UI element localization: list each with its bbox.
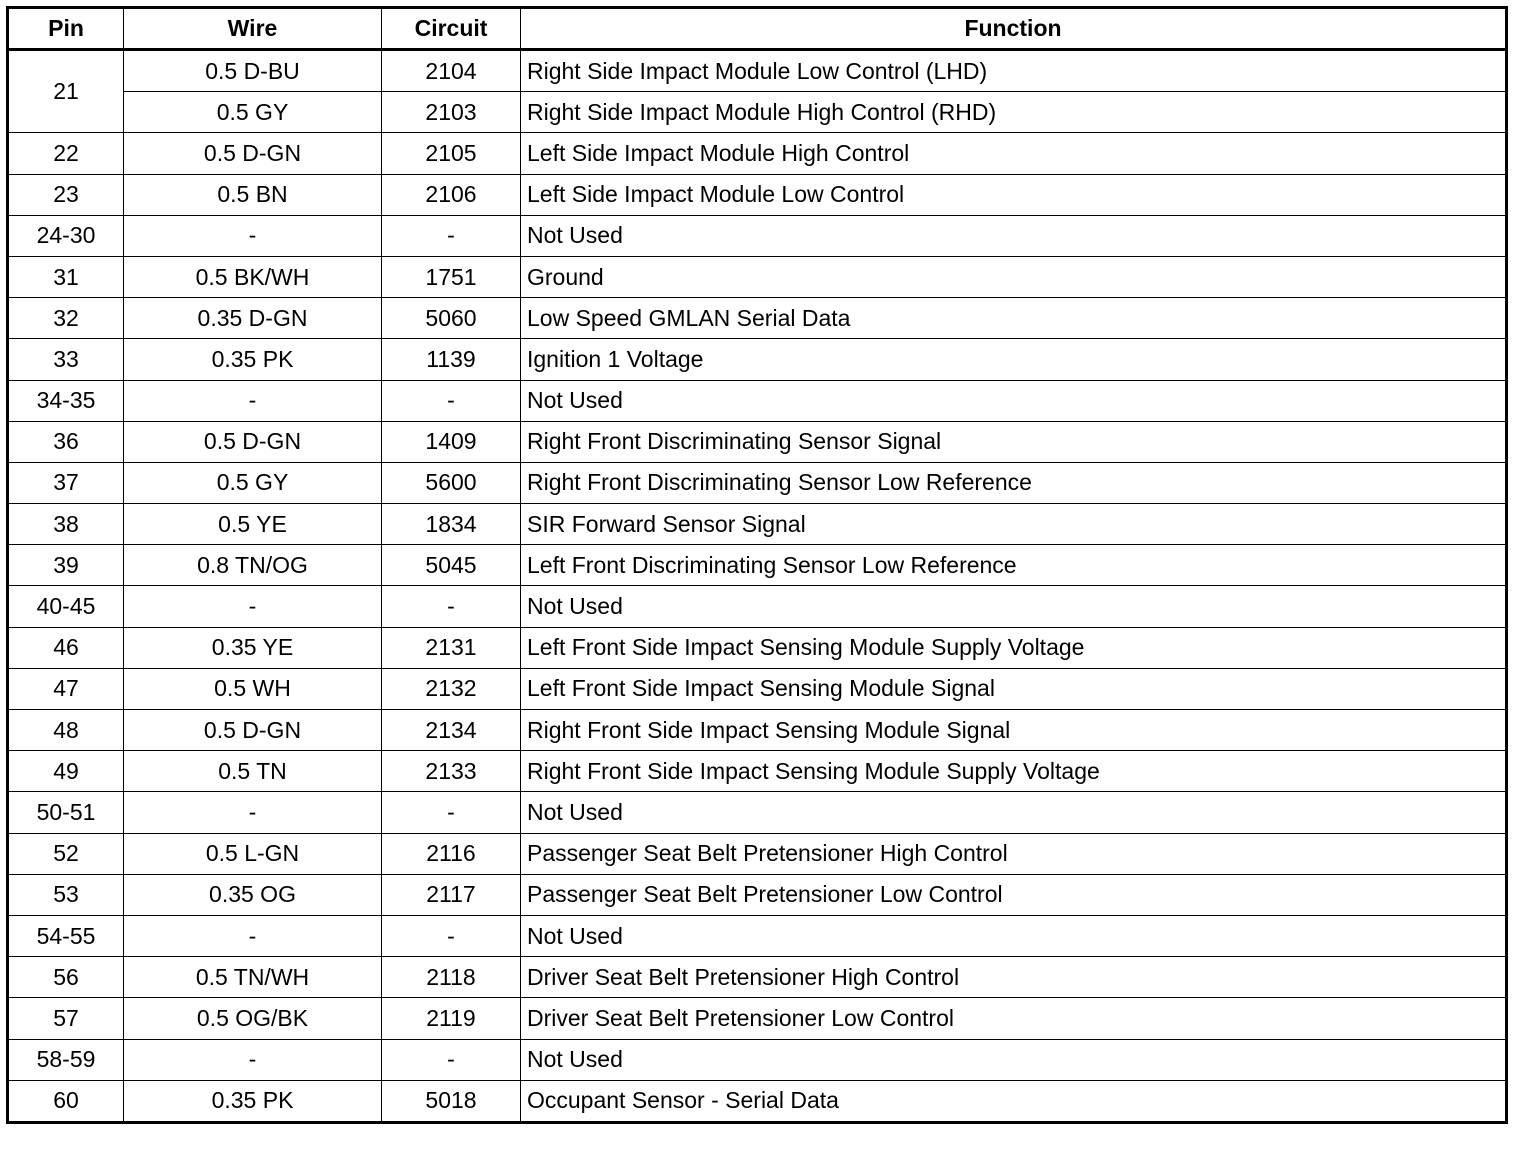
cell-pin: 21 [8,50,124,133]
cell-circuit: 5600 [382,462,521,503]
table-row [8,710,1507,751]
cell-wire: 0.5 TN [124,751,382,792]
cell-function: Passenger Seat Belt Pretensioner Low Control [521,874,1507,915]
cell-function: Not Used [521,915,1507,956]
table-body [8,50,1507,1123]
cell-circuit: 5060 [382,298,521,339]
cell-circuit: - [382,586,521,627]
cell-wire: - [124,792,382,833]
cell-circuit: 5045 [382,545,521,586]
cell-wire: 0.5 BK/WH [124,256,382,297]
table-header [8,8,1507,50]
table-row [8,627,1507,668]
cell-function: Right Front Discriminating Sensor Low Reference [521,462,1507,503]
cell-wire: 0.5 TN/WH [124,957,382,998]
cell-function: Driver Seat Belt Pretensioner Low Control [521,998,1507,1039]
cell-wire: 0.5 D-GN [124,133,382,174]
table-row [8,545,1507,586]
header-wire: Wire [124,8,382,50]
cell-wire: 0.35 D-GN [124,298,382,339]
table-row [8,792,1507,833]
cell-wire: 0.5 GY [124,92,382,133]
cell-function: Right Front Side Impact Sensing Module Signal [521,710,1507,751]
cell-pin: 58-59 [8,1039,124,1080]
cell-circuit: 2131 [382,627,521,668]
cell-function: Left Side Impact Module High Control [521,133,1507,174]
cell-pin: 22 [8,133,124,174]
cell-wire: 0.35 OG [124,874,382,915]
cell-function: Right Side Impact Module Low Control (LHD) [521,50,1507,92]
cell-function: Ground [521,256,1507,297]
cell-function: Not Used [521,1039,1507,1080]
table-row [8,833,1507,874]
cell-pin: 60 [8,1080,124,1122]
cell-circuit: 2119 [382,998,521,1039]
cell-wire: 0.35 PK [124,339,382,380]
cell-circuit: 1139 [382,339,521,380]
cell-circuit: - [382,380,521,421]
cell-wire: 0.8 TN/OG [124,545,382,586]
cell-pin: 54-55 [8,915,124,956]
cell-circuit: 2104 [382,50,521,92]
table-row [8,1080,1507,1122]
cell-pin: 39 [8,545,124,586]
cell-circuit: 2118 [382,957,521,998]
cell-function: Not Used [521,586,1507,627]
cell-function: Right Front Side Impact Sensing Module Supply Voltage [521,751,1507,792]
connector-pinout-table [6,6,1508,1124]
cell-wire: 0.5 WH [124,668,382,709]
cell-circuit: - [382,915,521,956]
cell-function: Left Front Side Impact Sensing Module Supply Voltage [521,627,1507,668]
table-row [8,462,1507,503]
cell-wire: - [124,215,382,256]
cell-pin: 23 [8,174,124,215]
table-row [8,915,1507,956]
cell-circuit: 2134 [382,710,521,751]
table-row [8,339,1507,380]
table-row [8,298,1507,339]
cell-circuit: 1409 [382,421,521,462]
cell-pin: 33 [8,339,124,380]
cell-circuit: 1751 [382,256,521,297]
cell-circuit: - [382,215,521,256]
cell-wire: 0.5 D-BU [124,50,382,92]
cell-circuit: 2133 [382,751,521,792]
table-row [8,92,1507,133]
table-row [8,1039,1507,1080]
cell-function: Not Used [521,215,1507,256]
table-row [8,874,1507,915]
cell-circuit: - [382,1039,521,1080]
table-row [8,50,1507,92]
table-row [8,215,1507,256]
cell-pin: 47 [8,668,124,709]
cell-function: Right Side Impact Module High Control (RHD) [521,92,1507,133]
cell-circuit: 2103 [382,92,521,133]
cell-wire: - [124,586,382,627]
cell-function: Low Speed GMLAN Serial Data [521,298,1507,339]
table-row [8,668,1507,709]
cell-wire: 0.35 PK [124,1080,382,1122]
cell-pin: 48 [8,710,124,751]
cell-pin: 34-35 [8,380,124,421]
cell-pin: 49 [8,751,124,792]
cell-pin: 31 [8,256,124,297]
cell-circuit: 2132 [382,668,521,709]
cell-pin: 57 [8,998,124,1039]
table-row [8,504,1507,545]
cell-wire: 0.5 YE [124,504,382,545]
cell-function: Right Front Discriminating Sensor Signal [521,421,1507,462]
cell-function: Driver Seat Belt Pretensioner High Control [521,957,1507,998]
table-row [8,256,1507,297]
header-function: Function [521,8,1507,50]
table-row [8,751,1507,792]
cell-circuit: 2116 [382,833,521,874]
cell-circuit: 2106 [382,174,521,215]
cell-wire: 0.5 D-GN [124,421,382,462]
cell-function: SIR Forward Sensor Signal [521,504,1507,545]
cell-wire: 0.5 D-GN [124,710,382,751]
table-row [8,998,1507,1039]
cell-pin: 38 [8,504,124,545]
cell-wire: 0.35 YE [124,627,382,668]
table-row [8,133,1507,174]
cell-function: Left Front Discriminating Sensor Low Reference [521,545,1507,586]
cell-function: Passenger Seat Belt Pretensioner High Control [521,833,1507,874]
cell-pin: 50-51 [8,792,124,833]
table-row [8,586,1507,627]
cell-function: Occupant Sensor - Serial Data [521,1080,1507,1122]
cell-circuit: 2105 [382,133,521,174]
cell-pin: 53 [8,874,124,915]
table-row [8,421,1507,462]
cell-wire: 0.5 GY [124,462,382,503]
cell-function: Ignition 1 Voltage [521,339,1507,380]
cell-wire: - [124,380,382,421]
cell-function: Not Used [521,792,1507,833]
cell-pin: 52 [8,833,124,874]
cell-function: Left Front Side Impact Sensing Module Signal [521,668,1507,709]
cell-pin: 24-30 [8,215,124,256]
cell-pin: 40-45 [8,586,124,627]
table-row [8,957,1507,998]
cell-circuit: 1834 [382,504,521,545]
cell-function: Left Side Impact Module Low Control [521,174,1507,215]
cell-wire: - [124,1039,382,1080]
cell-pin: 56 [8,957,124,998]
header-circuit: Circuit [382,8,521,50]
table-row [8,380,1507,421]
cell-function: Not Used [521,380,1507,421]
cell-circuit: 2117 [382,874,521,915]
header-row [8,8,1507,50]
cell-wire: 0.5 L-GN [124,833,382,874]
cell-circuit: - [382,792,521,833]
cell-pin: 32 [8,298,124,339]
cell-wire: 0.5 OG/BK [124,998,382,1039]
cell-pin: 37 [8,462,124,503]
cell-circuit: 5018 [382,1080,521,1122]
table-row [8,174,1507,215]
cell-pin: 46 [8,627,124,668]
cell-wire: - [124,915,382,956]
cell-pin: 36 [8,421,124,462]
header-pin: Pin [8,8,124,50]
cell-wire: 0.5 BN [124,174,382,215]
